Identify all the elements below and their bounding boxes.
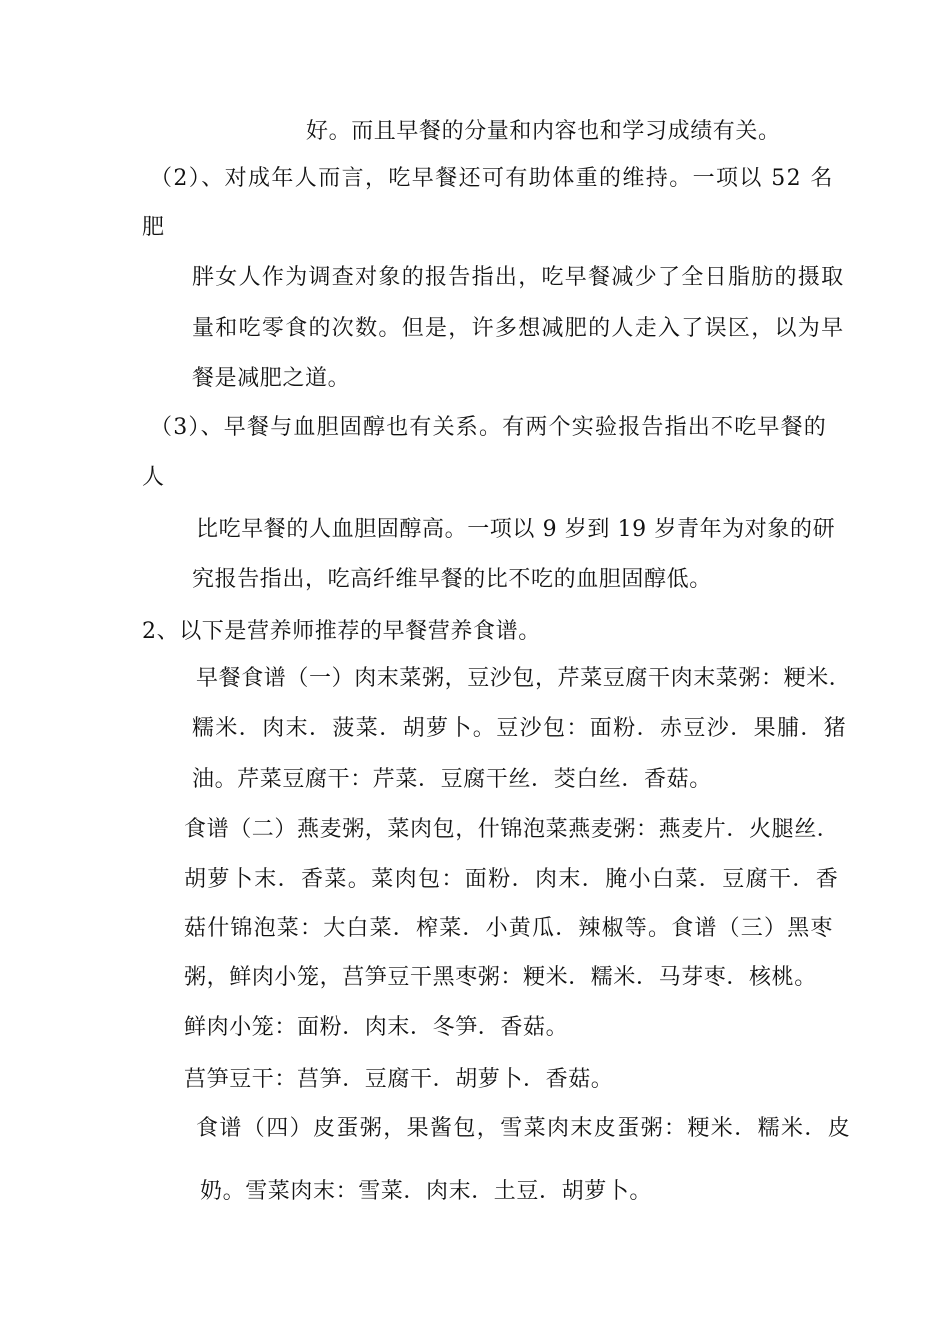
text-line: 奶。雪菜肉末：雪菜．肉末．土豆．胡萝卜。 [200, 1179, 653, 1204]
text-line: （2）、对成年人而言，吃早餐还可有助体重的维持。一项以 52 名 [150, 166, 834, 191]
text-line: 油。芹菜豆腐干：芹菜．豆腐干丝．茭白丝．香菇。 [192, 767, 712, 792]
text-line: 粥，鲜肉小笼，莒笋豆干黑枣粥：粳米．糯米．马芽枣．核桃。 [184, 965, 817, 990]
text-line: （3）、早餐与血胆固醇也有关系。有两个实验报告指出不吃早餐的 [150, 415, 827, 440]
text-line: 胖女人作为调查对象的报告指出，吃早餐减少了全日脂肪的摄取 [192, 265, 845, 290]
text-line: 早餐食谱（一）肉末菜粥，豆沙包，芹菜豆腐干肉末菜粥：粳米． [196, 666, 852, 691]
text-line: 胡萝卜末．香菜。菜肉包：面粉．肉末．腌小白菜．豆腐干．香 [184, 867, 840, 892]
text-line: 肥 [142, 215, 165, 240]
text-line: 食谱（四）皮蛋粥，果酱包，雪菜肉末皮蛋粥：粳米．糯米．皮 [196, 1116, 852, 1141]
text-line: 人 [142, 465, 165, 490]
text-line: 究报告指出，吃高纤维早餐的比不吃的血胆固醇低。 [192, 567, 712, 592]
text-line: 菇什锦泡菜：大白菜．榨菜．小黄瓜．辣椒等。食谱（三）黑枣 [184, 916, 834, 941]
text-line: 餐是减肥之道。 [192, 366, 351, 391]
text-line: 2、以下是营养师推荐的早餐营养食谱。 [142, 619, 541, 644]
text-line: 鲜肉小笼：面粉．肉末．冬笋．香菇。 [184, 1015, 569, 1040]
text-line: 量和吃零食的次数。但是，许多想减肥的人走入了误区，以为早 [192, 316, 845, 341]
text-line: 比吃早餐的人血胆固醇高。一项以 9 岁到 19 岁青年为对象的研 [196, 517, 836, 542]
text-line: 糯米．肉末．菠菜．胡萝卜。豆沙包：面粉．赤豆沙．果脯．猪 [192, 716, 848, 741]
text-line: 食谱（二）燕麦粥，菜肉包，什锦泡菜燕麦粥：燕麦片．火腿丝． [184, 817, 840, 842]
text-line: 莒笋豆干：莒笋．豆腐干．胡萝卜．香菇。 [184, 1067, 614, 1092]
text-line: 好。而且早餐的分量和内容也和学习成绩有关。 [306, 119, 781, 144]
